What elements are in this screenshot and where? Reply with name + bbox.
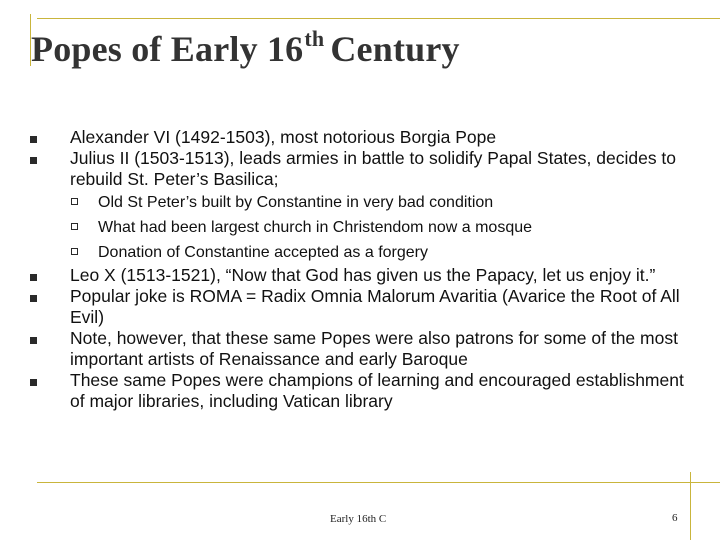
hollow-square-bullet-icon [71, 248, 78, 255]
footer-divider-line [37, 482, 720, 483]
sub-bullet-item [70, 215, 690, 240]
title-accent-horizontal-line [37, 18, 720, 19]
hollow-square-bullet-icon [71, 198, 78, 205]
bullet-item [70, 370, 690, 412]
bullet-list [70, 127, 690, 412]
bullet-text: Popular joke is ROMA = Radix Omnia Malorum Avaritia (Avarice the Root of All Evil) [70, 286, 680, 327]
title-tail: Century [330, 29, 460, 69]
slide-title [31, 28, 460, 70]
square-bullet-icon [30, 337, 37, 344]
bullet-text: Leo X (1513-1521), “Now that God has given us the Papacy, let us enjoy it.” [70, 265, 656, 285]
title-superscript: th [304, 26, 325, 51]
title-main: Popes of Early 16 [31, 29, 304, 69]
square-bullet-icon [30, 295, 37, 302]
square-bullet-icon [30, 157, 37, 164]
sub-bullet-item [70, 240, 690, 265]
footer-label: Early 16th C [330, 513, 387, 525]
square-bullet-icon [30, 136, 37, 143]
bullet-item [70, 286, 690, 328]
bullet-item [70, 148, 690, 190]
footer-accent-vertical-line [690, 472, 691, 540]
sub-bullet-item [70, 190, 690, 215]
bullet-text: Alexander VI (1492-1503), most notorious Borgia Pope [70, 127, 497, 147]
sub-bullet-text: Old St Peter’s built by Constantine in very bad condition [98, 194, 494, 211]
hollow-square-bullet-icon [71, 223, 78, 230]
square-bullet-icon [30, 379, 37, 386]
bullet-text: These same Popes were champions of learning and encouraged establishment of major libraries, including Vatican library [70, 370, 684, 411]
bullet-text: Julius II (1503-1513), leads armies in battle to solidify Papal States, decides to rebuild St. Peter’s Basilica; [70, 148, 677, 189]
bullet-item [70, 265, 690, 286]
sub-bullet-text: Donation of Constantine accepted as a forgery [98, 244, 428, 261]
bullet-item [70, 328, 690, 370]
sub-bullet-text: What had been largest church in Christendom now a mosque [98, 219, 533, 236]
bullet-item [70, 127, 690, 148]
bullet-text: Note, however, that these same Popes were also patrons for some of the most important artists of Renaissance and early Baroque [70, 328, 678, 369]
square-bullet-icon [30, 274, 37, 281]
page-number: 6 [672, 512, 678, 524]
